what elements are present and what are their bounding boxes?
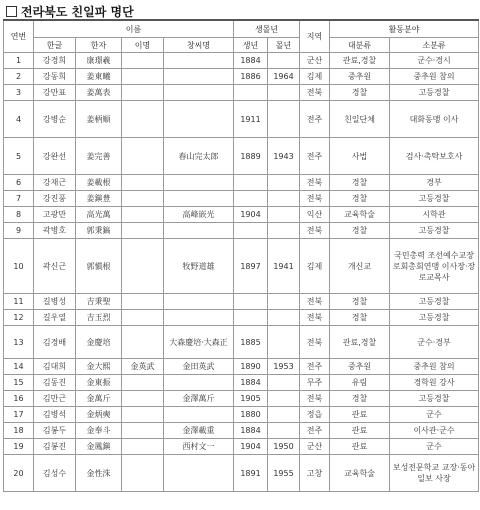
cell-minor: 고등경찰	[390, 191, 479, 207]
cell-death: 1964	[268, 69, 300, 85]
cell-minor: 대화동맹 이사	[390, 101, 479, 138]
cell-hangul: 김병석	[34, 407, 76, 423]
cell-major: 교육학술	[330, 207, 390, 223]
cell-birth: 1911	[234, 101, 268, 138]
cell-hanja: 姜完善	[76, 138, 122, 175]
cell-hanja: 金性洙	[76, 455, 122, 492]
cell-major: 경찰	[330, 175, 390, 191]
cell-major: 경찰	[330, 85, 390, 101]
cell-hanja: 姜東曦	[76, 69, 122, 85]
cell-birth: 1891	[234, 455, 268, 492]
cell-no: 7	[4, 191, 34, 207]
cell-death	[268, 423, 300, 439]
cell-hanja: 金炳奭	[76, 407, 122, 423]
cell-alias	[122, 223, 164, 239]
cell-region: 전주	[300, 423, 330, 439]
cell-changssi	[164, 375, 234, 391]
cell-hanja: 金奉斗	[76, 423, 122, 439]
header-hanja: 한자	[76, 38, 122, 53]
cell-hangul: 강완선	[34, 138, 76, 175]
cell-major: 사법	[330, 138, 390, 175]
table-row	[4, 138, 479, 175]
cell-alias	[122, 191, 164, 207]
cell-alias	[122, 423, 164, 439]
cell-hangul: 김경배	[34, 326, 76, 359]
cell-minor: 중추원 참의	[390, 359, 479, 375]
cell-major: 경찰	[330, 310, 390, 326]
cell-hanja: 金大熙	[76, 359, 122, 375]
cell-region: 전북	[300, 326, 330, 359]
cell-major: 경찰	[330, 191, 390, 207]
cell-no: 19	[4, 439, 34, 455]
cell-hangul: 김봉두	[34, 423, 76, 439]
cell-major: 중추원	[330, 359, 390, 375]
cell-minor: 국민총력 조선예수교장로회총회연맹 이사장·장로교목사	[390, 239, 479, 294]
cell-death	[268, 407, 300, 423]
table-row	[4, 207, 479, 223]
cell-birth	[234, 175, 268, 191]
cell-changssi: 春山完太郎	[164, 138, 234, 175]
cell-region: 익산	[300, 207, 330, 223]
cell-major: 유림	[330, 375, 390, 391]
table-row	[4, 223, 479, 239]
collaborator-table	[3, 19, 479, 492]
cell-alias	[122, 69, 164, 85]
cell-minor: 군수	[390, 407, 479, 423]
cell-changssi: 高峰嵌光	[164, 207, 234, 223]
cell-minor: 고등경찰	[390, 223, 479, 239]
header-minor: 소분류	[390, 38, 479, 53]
cell-death	[268, 53, 300, 69]
cell-birth: 1886	[234, 69, 268, 85]
cell-hangul: 강진풍	[34, 191, 76, 207]
cell-hangul: 김만근	[34, 391, 76, 407]
cell-minor: 경학원 강사	[390, 375, 479, 391]
cell-region: 정읍	[300, 407, 330, 423]
cell-alias	[122, 175, 164, 191]
cell-major: 관료,경찰	[330, 53, 390, 69]
cell-no: 13	[4, 326, 34, 359]
table-body	[4, 53, 479, 492]
cell-minor: 검사·촉탁보호사	[390, 138, 479, 175]
table-row	[4, 101, 479, 138]
cell-major: 관료	[330, 423, 390, 439]
cell-hangul: 강동희	[34, 69, 76, 85]
cell-no: 15	[4, 375, 34, 391]
cell-hangul: 길우열	[34, 310, 76, 326]
cell-hanja: 康璟羲	[76, 53, 122, 69]
cell-hanja: 姜萬表	[76, 85, 122, 101]
cell-minor: 군수	[390, 439, 479, 455]
cell-minor: 고등경찰	[390, 391, 479, 407]
cell-changssi: 金田英武	[164, 359, 234, 375]
cell-hanja: 金東振	[76, 375, 122, 391]
cell-death: 1953	[268, 359, 300, 375]
cell-birth	[234, 223, 268, 239]
cell-no: 5	[4, 138, 34, 175]
cell-birth: 1884	[234, 53, 268, 69]
header-region: 지역	[300, 20, 330, 53]
cell-hangul: 길병성	[34, 294, 76, 310]
cell-hanja: 姜柄順	[76, 101, 122, 138]
cell-changssi	[164, 69, 234, 85]
cell-birth: 1885	[234, 326, 268, 359]
cell-no: 16	[4, 391, 34, 407]
cell-death	[268, 85, 300, 101]
table-row	[4, 85, 479, 101]
cell-death	[268, 101, 300, 138]
cell-no: 20	[4, 455, 34, 492]
cell-birth: 1880	[234, 407, 268, 423]
cell-birth	[234, 310, 268, 326]
cell-region: 전북	[300, 294, 330, 310]
checkbox-square-icon	[6, 6, 17, 17]
cell-birth	[234, 191, 268, 207]
table-row	[4, 53, 479, 69]
cell-minor: 시학관	[390, 207, 479, 223]
cell-hanja: 郭愼根	[76, 239, 122, 294]
cell-hangul: 김성수	[34, 455, 76, 492]
cell-no: 12	[4, 310, 34, 326]
cell-death	[268, 375, 300, 391]
cell-changssi	[164, 310, 234, 326]
cell-minor: 중추원 참의	[390, 69, 479, 85]
cell-no: 17	[4, 407, 34, 423]
header-field-group: 활동분야	[330, 20, 479, 38]
cell-alias	[122, 85, 164, 101]
cell-major: 경찰	[330, 294, 390, 310]
header-death: 몰년	[268, 38, 300, 53]
cell-minor: 군수·경시	[390, 53, 479, 69]
cell-changssi: 大森慶培·大森正	[164, 326, 234, 359]
table-row	[4, 175, 479, 191]
cell-changssi: 金澤萬斤	[164, 391, 234, 407]
cell-major: 경찰	[330, 223, 390, 239]
cell-death	[268, 391, 300, 407]
cell-region: 고창	[300, 455, 330, 492]
header-major: 대분류	[330, 38, 390, 53]
cell-region: 전북	[300, 85, 330, 101]
table-row	[4, 391, 479, 407]
table-header	[4, 20, 479, 53]
cell-region: 전주	[300, 138, 330, 175]
cell-changssi	[164, 101, 234, 138]
cell-death	[268, 310, 300, 326]
cell-minor: 고등경찰	[390, 310, 479, 326]
cell-minor: 군수·경부	[390, 326, 479, 359]
cell-no: 18	[4, 423, 34, 439]
cell-death	[268, 326, 300, 359]
cell-hanja: 吉玉烈	[76, 310, 122, 326]
cell-hangul: 강경희	[34, 53, 76, 69]
cell-alias	[122, 326, 164, 359]
cell-alias	[122, 101, 164, 138]
cell-death: 1943	[268, 138, 300, 175]
table-row	[4, 69, 479, 85]
cell-hangul: 고광만	[34, 207, 76, 223]
cell-major: 관료,경찰	[330, 326, 390, 359]
cell-alias	[122, 310, 164, 326]
cell-hanja: 金慶培	[76, 326, 122, 359]
header-changssi: 창씨명	[164, 38, 234, 53]
cell-major: 교육학술	[330, 455, 390, 492]
cell-no: 10	[4, 239, 34, 294]
cell-major: 관료	[330, 407, 390, 423]
cell-changssi	[164, 191, 234, 207]
cell-minor: 고등경찰	[390, 294, 479, 310]
cell-region: 김제	[300, 69, 330, 85]
cell-hanja: 金鳳鎭	[76, 439, 122, 455]
header-life-group: 생몰년	[234, 20, 300, 38]
cell-alias	[122, 439, 164, 455]
cell-region: 전주	[300, 101, 330, 138]
table-row	[4, 294, 479, 310]
cell-no: 14	[4, 359, 34, 375]
cell-major: 개신교	[330, 239, 390, 294]
cell-region: 전주	[300, 359, 330, 375]
header-no: 연번	[4, 20, 34, 53]
cell-alias	[122, 239, 164, 294]
cell-birth: 1884	[234, 423, 268, 439]
cell-alias: 金英武	[122, 359, 164, 375]
cell-changssi	[164, 175, 234, 191]
cell-alias	[122, 407, 164, 423]
cell-birth: 1890	[234, 359, 268, 375]
header-hangul: 한글	[34, 38, 76, 53]
cell-changssi: 金澤載重	[164, 423, 234, 439]
cell-hangul: 강만표	[34, 85, 76, 101]
page-title	[6, 2, 134, 20]
cell-changssi: 牧野道雄	[164, 239, 234, 294]
cell-hangul: 김동진	[34, 375, 76, 391]
cell-minor: 고등경찰	[390, 85, 479, 101]
cell-death	[268, 207, 300, 223]
table-row	[4, 375, 479, 391]
cell-region: 군산	[300, 53, 330, 69]
cell-hanja: 吉秉聖	[76, 294, 122, 310]
cell-region: 무주	[300, 375, 330, 391]
cell-minor: 경부	[390, 175, 479, 191]
header-name-group: 이름	[34, 20, 234, 38]
cell-alias	[122, 207, 164, 223]
cell-no: 9	[4, 223, 34, 239]
cell-region: 전북	[300, 175, 330, 191]
header-birth: 생년	[234, 38, 268, 53]
cell-hangul: 곽병호	[34, 223, 76, 239]
cell-death	[268, 191, 300, 207]
header-alias: 이명	[122, 38, 164, 53]
cell-birth: 1905	[234, 391, 268, 407]
cell-death	[268, 294, 300, 310]
cell-hanja: 金萬斤	[76, 391, 122, 407]
cell-major: 관료	[330, 439, 390, 455]
cell-hangul: 강병순	[34, 101, 76, 138]
cell-birth: 1904	[234, 207, 268, 223]
table-row	[4, 407, 479, 423]
cell-birth: 1904	[234, 439, 268, 455]
cell-death: 1955	[268, 455, 300, 492]
cell-hangul: 김봉진	[34, 439, 76, 455]
cell-region: 전북	[300, 391, 330, 407]
table-row	[4, 326, 479, 359]
title-text: 전라북도 친일파 명단	[21, 4, 134, 19]
cell-no: 8	[4, 207, 34, 223]
cell-birth: 1897	[234, 239, 268, 294]
cell-hanja: 姜鎭豊	[76, 191, 122, 207]
table-row	[4, 191, 479, 207]
cell-region: 전북	[300, 191, 330, 207]
table-row	[4, 239, 479, 294]
cell-birth	[234, 85, 268, 101]
cell-alias	[122, 294, 164, 310]
cell-alias	[122, 53, 164, 69]
cell-changssi	[164, 294, 234, 310]
table-row	[4, 423, 479, 439]
cell-hanja: 姜載根	[76, 175, 122, 191]
cell-birth	[234, 294, 268, 310]
cell-birth: 1884	[234, 375, 268, 391]
cell-alias	[122, 375, 164, 391]
cell-minor: 보성전문학교 교장·동아일보 사장	[390, 455, 479, 492]
cell-no: 3	[4, 85, 34, 101]
table-row	[4, 455, 479, 492]
cell-no: 2	[4, 69, 34, 85]
cell-changssi: 西村文一	[164, 439, 234, 455]
cell-changssi	[164, 85, 234, 101]
cell-alias	[122, 455, 164, 492]
cell-no: 4	[4, 101, 34, 138]
cell-changssi	[164, 455, 234, 492]
cell-major: 경찰	[330, 391, 390, 407]
cell-no: 11	[4, 294, 34, 310]
cell-death: 1950	[268, 439, 300, 455]
cell-changssi	[164, 223, 234, 239]
cell-death	[268, 175, 300, 191]
cell-alias	[122, 391, 164, 407]
cell-birth: 1889	[234, 138, 268, 175]
cell-hangul: 곽신근	[34, 239, 76, 294]
cell-death	[268, 223, 300, 239]
cell-major: 친일단체	[330, 101, 390, 138]
cell-region: 전북	[300, 310, 330, 326]
cell-changssi	[164, 407, 234, 423]
cell-changssi	[164, 53, 234, 69]
table-row	[4, 439, 479, 455]
cell-alias	[122, 138, 164, 175]
cell-region: 김제	[300, 239, 330, 294]
cell-hangul: 김대희	[34, 359, 76, 375]
cell-hanja: 高光萬	[76, 207, 122, 223]
cell-no: 1	[4, 53, 34, 69]
cell-death: 1941	[268, 239, 300, 294]
cell-region: 전북	[300, 223, 330, 239]
table-row	[4, 359, 479, 375]
cell-major: 중추원	[330, 69, 390, 85]
table-row	[4, 310, 479, 326]
cell-minor: 이사관·군수	[390, 423, 479, 439]
cell-no: 6	[4, 175, 34, 191]
cell-hanja: 郭秉鎬	[76, 223, 122, 239]
cell-hangul: 강재근	[34, 175, 76, 191]
cell-region: 군산	[300, 439, 330, 455]
